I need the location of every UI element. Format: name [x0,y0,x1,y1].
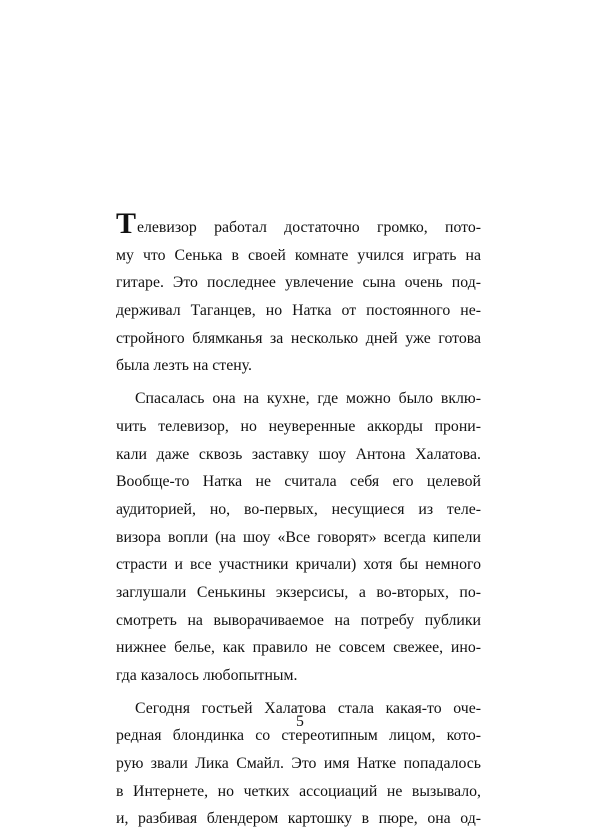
text-line: кали даже сквозь заставку шоу Антона Халатова. [116,445,481,463]
paragraph-1 [116,207,481,380]
text-line: визора вопли (на шоу «Все говорят» всегда кипели [116,528,481,546]
text-line: Вообще-то Натка не считала себя его целевой [116,473,481,491]
text-line: страсти и все участники кричали) хотя бы немного [116,556,481,574]
text-line: была лезть на стену. [116,357,252,375]
page-number: 5 [296,713,304,730]
drop-cap: Т [116,207,137,240]
text-line: рую звали Лика Смайл. Это имя Натке попадалось [116,755,481,773]
text-line: Сегодня гостьей Халатова стала какая-то оче- [135,699,481,717]
text-line: заглушали Сенькины экзерсисы, а во-вторых, по- [116,583,481,601]
text-line: редная блондинка со стереотипным лицом, кото- [116,727,481,745]
text-line: чить телевизор, но неуверенные аккорды прони- [116,417,481,435]
text-line: и, разбивая блендером картошку в пюре, она од- [116,810,481,828]
text-line: аудиторией, но, во-первых, несущиеся из теле- [116,500,481,518]
text-line: гитаре. Это последнее увлечение сына очень под- [116,274,481,292]
text-line: смотреть на выворачиваемое на потребу публики [116,611,481,629]
text-line [116,207,481,242]
text-line: нижнее белье, как правило не совсем свежее, ино- [116,639,481,657]
paragraph-2 [116,385,481,690]
text-line: стройного блямканья за несколько дней уже готова [116,329,481,347]
text-line: в Интернете, но четких ассоциаций не вызывало, [116,782,481,800]
text-line: держивал Таганцев, но Натка от постоянного не- [116,302,481,320]
body-text [116,207,481,833]
text-line: гда казалось любопытным. [116,667,298,684]
text-line: му что Сенька в своей комнате учился играть на [116,246,481,264]
text-line: Спасалась она на кухне, где можно было вклю- [135,390,481,408]
text-line-content: елевизор работал достаточно громко, пото- [137,219,481,236]
